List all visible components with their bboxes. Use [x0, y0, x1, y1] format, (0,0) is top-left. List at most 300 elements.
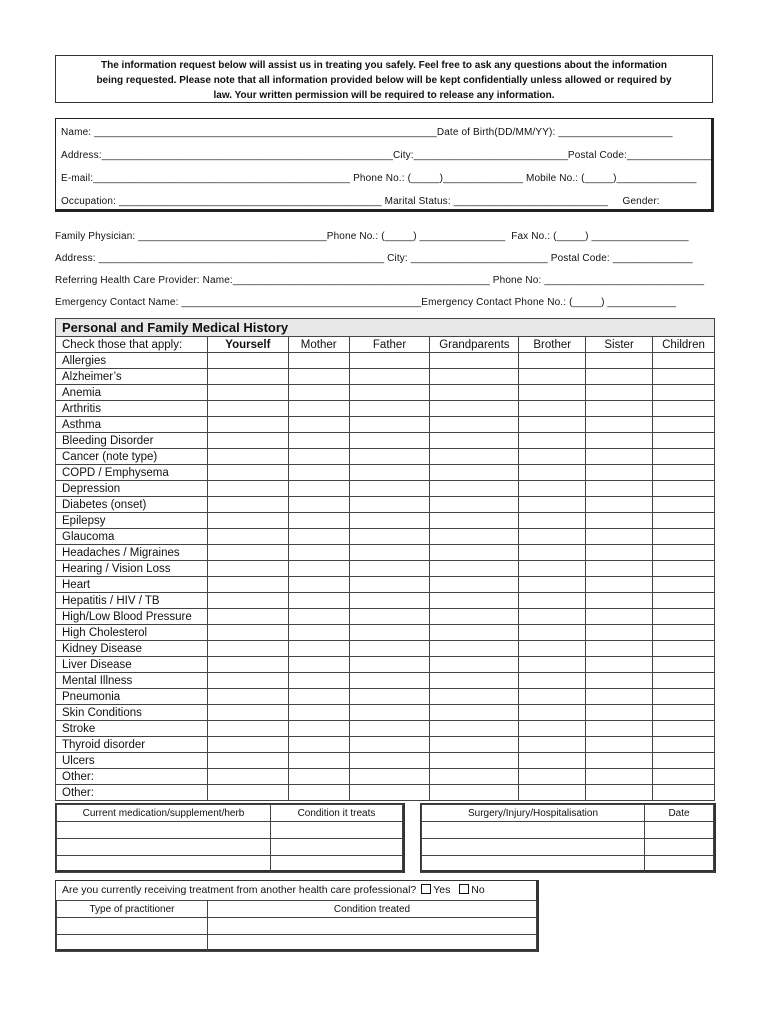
history-checkbox-cell[interactable]	[586, 785, 653, 801]
history-checkbox-cell[interactable]	[653, 497, 715, 513]
history-checkbox-cell[interactable]	[586, 721, 653, 737]
history-checkbox-cell[interactable]	[430, 401, 519, 417]
treatment-table	[56, 901, 537, 952]
condition-label: Thyroid disorder	[56, 737, 208, 753]
history-checkbox-cell[interactable]	[207, 641, 288, 657]
history-checkbox-cell[interactable]	[207, 353, 288, 369]
col-mother: Mother	[288, 337, 349, 353]
history-checkbox-cell[interactable]	[349, 753, 430, 769]
history-checkbox-cell[interactable]	[288, 529, 349, 545]
history-checkbox-cell[interactable]	[519, 545, 586, 561]
history-checkbox-cell[interactable]	[586, 705, 653, 721]
history-checkbox-cell[interactable]	[288, 705, 349, 721]
referring-provider-field[interactable]: Referring Health Care Provider: Name:_____________________________________________ Phone No: ____________________________	[55, 275, 705, 286]
history-checkbox-cell[interactable]	[430, 769, 519, 785]
history-checkbox-cell[interactable]	[430, 481, 519, 497]
history-checkbox-cell[interactable]	[586, 529, 653, 545]
history-checkbox-cell[interactable]	[519, 593, 586, 609]
table-row	[56, 689, 715, 705]
history-checkbox-cell[interactable]	[586, 689, 653, 705]
history-checkbox-cell[interactable]	[653, 529, 715, 545]
table-row	[56, 353, 715, 369]
history-checkbox-cell[interactable]	[653, 593, 715, 609]
history-checkbox-cell[interactable]	[349, 721, 430, 737]
no-checkbox[interactable]	[459, 884, 469, 894]
history-checkbox-cell[interactable]	[653, 577, 715, 593]
history-checkbox-cell[interactable]	[519, 689, 586, 705]
history-checkbox-cell[interactable]	[207, 769, 288, 785]
history-checkbox-cell[interactable]	[349, 353, 430, 369]
history-checkbox-cell[interactable]	[288, 593, 349, 609]
condition-label: Other:	[56, 785, 208, 801]
treatment-question: Are you currently receiving treatment from another health care professional?	[62, 884, 417, 896]
history-checkbox-cell[interactable]	[349, 641, 430, 657]
history-checkbox-cell[interactable]	[519, 721, 586, 737]
history-checkbox-cell[interactable]	[207, 417, 288, 433]
history-checkbox-cell[interactable]	[653, 753, 715, 769]
history-checkbox-cell[interactable]	[207, 673, 288, 689]
condition-label: Asthma	[56, 417, 208, 433]
condition-label: Other:	[56, 769, 208, 785]
history-checkbox-cell[interactable]	[519, 481, 586, 497]
table-row[interactable]	[422, 822, 714, 839]
notice-line-3: law. Your written permission will be required to release any information.	[213, 90, 555, 101]
surgery-box	[420, 803, 716, 873]
check-label: Check those that apply:	[56, 337, 208, 353]
condition-label: Hearing / Vision Loss	[56, 561, 208, 577]
history-checkbox-cell[interactable]	[430, 449, 519, 465]
history-checkbox-cell[interactable]	[519, 737, 586, 753]
history-checkbox-cell[interactable]	[288, 353, 349, 369]
history-checkbox-cell[interactable]	[586, 753, 653, 769]
history-checkbox-cell[interactable]	[207, 705, 288, 721]
history-checkbox-cell[interactable]	[349, 769, 430, 785]
history-checkbox-cell[interactable]	[653, 705, 715, 721]
history-checkbox-cell[interactable]	[349, 609, 430, 625]
medication-box	[55, 803, 405, 873]
history-checkbox-cell[interactable]	[586, 369, 653, 385]
history-checkbox-cell[interactable]	[519, 465, 586, 481]
history-checkbox-cell[interactable]	[653, 737, 715, 753]
history-checkbox-cell[interactable]	[430, 673, 519, 689]
history-checkbox-cell[interactable]	[288, 497, 349, 513]
history-checkbox-cell[interactable]	[586, 545, 653, 561]
date-header: Date	[645, 805, 714, 822]
history-checkbox-cell[interactable]	[349, 689, 430, 705]
table-row	[56, 705, 715, 721]
history-checkbox-cell[interactable]	[586, 465, 653, 481]
history-checkbox-cell[interactable]	[349, 785, 430, 801]
table-row[interactable]	[57, 839, 403, 856]
history-checkbox-cell[interactable]	[519, 417, 586, 433]
condition-label: Skin Conditions	[56, 705, 208, 721]
condition-label: Stroke	[56, 721, 208, 737]
history-checkbox-cell[interactable]	[207, 481, 288, 497]
history-checkbox-cell[interactable]	[349, 449, 430, 465]
history-checkbox-cell[interactable]	[519, 705, 586, 721]
history-checkbox-cell[interactable]	[207, 513, 288, 529]
history-checkbox-cell[interactable]	[288, 641, 349, 657]
history-checkbox-cell[interactable]	[653, 385, 715, 401]
yes-checkbox[interactable]	[421, 884, 431, 894]
table-row[interactable]	[57, 856, 403, 873]
physician-address-field[interactable]: Address: __________________________________________________ City: ________________________ Postal Code: ______________	[55, 253, 693, 264]
col-grandparents: Grandparents	[430, 337, 519, 353]
table-row	[56, 753, 715, 769]
table-row	[56, 625, 715, 641]
table-row[interactable]	[422, 856, 714, 873]
col-children: Children	[653, 337, 715, 353]
history-checkbox-cell[interactable]	[430, 385, 519, 401]
history-checkbox-cell[interactable]	[430, 625, 519, 641]
table-row	[56, 577, 715, 593]
history-checkbox-cell[interactable]	[349, 401, 430, 417]
history-checkbox-cell[interactable]	[586, 737, 653, 753]
medical-history-table	[55, 318, 715, 801]
treatment-box	[55, 880, 539, 952]
condition-label: Liver Disease	[56, 657, 208, 673]
history-checkbox-cell[interactable]	[519, 449, 586, 465]
history-checkbox-cell[interactable]	[586, 673, 653, 689]
table-row	[56, 657, 715, 673]
history-checkbox-cell[interactable]	[207, 497, 288, 513]
history-checkbox-cell[interactable]	[430, 721, 519, 737]
history-checkbox-cell[interactable]	[653, 689, 715, 705]
history-checkbox-cell[interactable]	[207, 545, 288, 561]
history-checkbox-cell[interactable]	[653, 433, 715, 449]
col-sister: Sister	[586, 337, 653, 353]
history-header-row	[56, 337, 715, 353]
history-checkbox-cell[interactable]	[430, 577, 519, 593]
table-row	[56, 769, 715, 785]
condition-label: Heart	[56, 577, 208, 593]
notice-line-1: The information request below will assist us in treating you safely. Feel free to ask any questions about the information	[100, 60, 668, 71]
history-checkbox-cell[interactable]	[207, 609, 288, 625]
history-checkbox-cell[interactable]	[653, 657, 715, 673]
history-checkbox-cell[interactable]	[430, 545, 519, 561]
history-checkbox-cell[interactable]	[586, 433, 653, 449]
history-checkbox-cell[interactable]	[653, 401, 715, 417]
table-row	[56, 593, 715, 609]
history-checkbox-cell[interactable]	[288, 609, 349, 625]
history-checkbox-cell[interactable]	[430, 705, 519, 721]
history-checkbox-cell[interactable]	[207, 785, 288, 801]
history-checkbox-cell[interactable]	[430, 353, 519, 369]
history-checkbox-cell[interactable]	[519, 353, 586, 369]
medication-header: Current medication/supplement/herb	[57, 805, 271, 822]
table-row	[56, 401, 715, 417]
medication-table	[56, 804, 403, 873]
notice-line-2: being requested. Please note that all information provided below will be kept confidentially unless allowed or required by	[96, 75, 672, 86]
history-checkbox-cell[interactable]	[207, 401, 288, 417]
history-checkbox-cell[interactable]	[586, 401, 653, 417]
history-title: Personal and Family Medical History	[56, 319, 715, 337]
history-checkbox-cell[interactable]	[430, 689, 519, 705]
history-checkbox-cell[interactable]	[207, 529, 288, 545]
condition-label: Alzheimer’s	[56, 369, 208, 385]
table-row	[56, 529, 715, 545]
condition-label: Pneumonia	[56, 689, 208, 705]
table-row	[56, 561, 715, 577]
history-checkbox-cell[interactable]	[586, 609, 653, 625]
history-checkbox-cell[interactable]	[653, 673, 715, 689]
history-checkbox-cell[interactable]	[519, 385, 586, 401]
history-checkbox-cell[interactable]	[207, 465, 288, 481]
history-checkbox-cell[interactable]	[653, 481, 715, 497]
history-checkbox-cell[interactable]	[653, 417, 715, 433]
history-checkbox-cell[interactable]	[430, 641, 519, 657]
history-checkbox-cell[interactable]	[430, 529, 519, 545]
no-label: No	[471, 884, 485, 896]
history-checkbox-cell[interactable]	[207, 657, 288, 673]
history-checkbox-cell[interactable]	[288, 433, 349, 449]
treatment-question-row	[56, 881, 536, 901]
practitioner-header: Type of practitioner	[57, 901, 208, 918]
history-checkbox-cell[interactable]	[288, 385, 349, 401]
history-checkbox-cell[interactable]	[586, 417, 653, 433]
history-checkbox-cell[interactable]	[653, 625, 715, 641]
history-checkbox-cell[interactable]	[288, 369, 349, 385]
history-checkbox-cell[interactable]	[519, 673, 586, 689]
history-checkbox-cell[interactable]	[519, 561, 586, 577]
col-father: Father	[349, 337, 430, 353]
history-checkbox-cell[interactable]	[586, 577, 653, 593]
history-checkbox-cell[interactable]	[519, 609, 586, 625]
history-checkbox-cell[interactable]	[586, 449, 653, 465]
table-row	[56, 545, 715, 561]
history-checkbox-cell[interactable]	[430, 497, 519, 513]
condition-treats-header: Condition it treats	[271, 805, 403, 822]
history-checkbox-cell[interactable]	[288, 513, 349, 529]
history-checkbox-cell[interactable]	[207, 385, 288, 401]
history-checkbox-cell[interactable]	[653, 785, 715, 801]
table-row	[56, 417, 715, 433]
history-checkbox-cell[interactable]	[586, 641, 653, 657]
surgery-header: Surgery/Injury/Hospitalisation	[422, 805, 645, 822]
table-row[interactable]	[57, 822, 403, 839]
table-row[interactable]	[57, 918, 537, 935]
history-checkbox-cell[interactable]	[653, 353, 715, 369]
history-checkbox-cell[interactable]	[519, 513, 586, 529]
history-checkbox-cell[interactable]	[349, 625, 430, 641]
history-checkbox-cell[interactable]	[653, 609, 715, 625]
yes-label: Yes	[433, 884, 451, 896]
table-row	[56, 609, 715, 625]
history-checkbox-cell[interactable]	[207, 689, 288, 705]
history-checkbox-cell[interactable]	[207, 577, 288, 593]
history-checkbox-cell[interactable]	[288, 769, 349, 785]
history-checkbox-cell[interactable]	[207, 753, 288, 769]
history-checkbox-cell[interactable]	[586, 513, 653, 529]
history-checkbox-cell[interactable]	[653, 721, 715, 737]
emergency-contact-field[interactable]: Emergency Contact Name: __________________________________________Emergency Contact Phone No.: (_____) ____________	[55, 297, 677, 308]
condition-label: Glaucoma	[56, 529, 208, 545]
surgery-table	[421, 804, 714, 873]
history-checkbox-cell[interactable]	[349, 481, 430, 497]
history-checkbox-cell[interactable]	[519, 753, 586, 769]
history-checkbox-cell[interactable]	[349, 465, 430, 481]
table-row	[56, 465, 715, 481]
condition-label: Cancer (note type)	[56, 449, 208, 465]
family-physician-field[interactable]: Family Physician: _________________________________Phone No.: (_____) _______________ Fax No.: (_____) _________________	[55, 231, 689, 242]
history-checkbox-cell[interactable]	[430, 753, 519, 769]
condition-label: Anemia	[56, 385, 208, 401]
history-checkbox-cell[interactable]	[519, 657, 586, 673]
history-checkbox-cell[interactable]	[519, 769, 586, 785]
history-checkbox-cell[interactable]	[349, 369, 430, 385]
history-checkbox-cell[interactable]	[653, 465, 715, 481]
condition-treated-header: Condition treated	[208, 901, 537, 918]
condition-label: Hepatitis / HIV / TB	[56, 593, 208, 609]
history-checkbox-cell[interactable]	[349, 577, 430, 593]
condition-label: Arthritis	[56, 401, 208, 417]
history-checkbox-cell[interactable]	[288, 721, 349, 737]
address-field[interactable]: Address:___________________________________________________City:___________________________Postal Code:_______________	[61, 150, 713, 161]
history-checkbox-cell[interactable]	[288, 401, 349, 417]
history-checkbox-cell[interactable]	[430, 433, 519, 449]
privacy-notice	[55, 55, 713, 103]
history-checkbox-cell[interactable]	[288, 673, 349, 689]
col-brother: Brother	[519, 337, 586, 353]
history-checkbox-cell[interactable]	[349, 529, 430, 545]
email-phone-field[interactable]: E-mail:_____________________________________________ Phone No.: (_____)______________ Mobile No.: (_____)______________	[61, 173, 697, 184]
history-checkbox-cell[interactable]	[653, 449, 715, 465]
history-checkbox-cell[interactable]	[288, 577, 349, 593]
condition-label: Allergies	[56, 353, 208, 369]
history-checkbox-cell[interactable]	[349, 417, 430, 433]
history-checkbox-cell[interactable]	[519, 529, 586, 545]
history-checkbox-cell[interactable]	[288, 657, 349, 673]
history-checkbox-cell[interactable]	[207, 449, 288, 465]
history-checkbox-cell[interactable]	[586, 625, 653, 641]
history-checkbox-cell[interactable]	[653, 369, 715, 385]
condition-label: Epilepsy	[56, 513, 208, 529]
condition-label: High Cholesterol	[56, 625, 208, 641]
history-checkbox-cell[interactable]	[430, 737, 519, 753]
history-checkbox-cell[interactable]	[207, 721, 288, 737]
condition-label: Bleeding Disorder	[56, 433, 208, 449]
history-checkbox-cell[interactable]	[430, 593, 519, 609]
occupation-field[interactable]: Occupation: ______________________________________________ Marital Status: ___________________________ Gender:	[61, 196, 660, 207]
condition-label: Kidney Disease	[56, 641, 208, 657]
history-checkbox-cell[interactable]	[519, 369, 586, 385]
history-checkbox-cell[interactable]	[430, 417, 519, 433]
condition-label: High/Low Blood Pressure	[56, 609, 208, 625]
history-checkbox-cell[interactable]	[586, 769, 653, 785]
history-checkbox-cell[interactable]	[519, 577, 586, 593]
table-row	[56, 641, 715, 657]
history-checkbox-cell[interactable]	[288, 465, 349, 481]
history-checkbox-cell[interactable]	[586, 593, 653, 609]
history-checkbox-cell[interactable]	[653, 545, 715, 561]
table-row	[56, 673, 715, 689]
history-checkbox-cell[interactable]	[288, 417, 349, 433]
history-checkbox-cell[interactable]	[288, 753, 349, 769]
history-checkbox-cell[interactable]	[288, 481, 349, 497]
history-checkbox-cell[interactable]	[519, 785, 586, 801]
history-checkbox-cell[interactable]	[653, 641, 715, 657]
history-checkbox-cell[interactable]	[519, 433, 586, 449]
history-checkbox-cell[interactable]	[288, 545, 349, 561]
history-checkbox-cell[interactable]	[519, 641, 586, 657]
history-checkbox-cell[interactable]	[288, 689, 349, 705]
history-checkbox-cell[interactable]	[349, 513, 430, 529]
history-checkbox-cell[interactable]	[586, 561, 653, 577]
history-checkbox-cell[interactable]	[430, 369, 519, 385]
table-row[interactable]	[57, 935, 537, 952]
history-checkbox-cell[interactable]	[288, 625, 349, 641]
history-checkbox-cell[interactable]	[349, 433, 430, 449]
history-checkbox-cell[interactable]	[430, 785, 519, 801]
history-checkbox-cell[interactable]	[349, 545, 430, 561]
history-checkbox-cell[interactable]	[349, 561, 430, 577]
history-checkbox-cell[interactable]	[207, 593, 288, 609]
history-checkbox-cell[interactable]	[519, 625, 586, 641]
history-checkbox-cell[interactable]	[288, 785, 349, 801]
history-checkbox-cell[interactable]	[349, 737, 430, 753]
history-checkbox-cell[interactable]	[586, 497, 653, 513]
history-checkbox-cell[interactable]	[207, 561, 288, 577]
table-row	[56, 513, 715, 529]
history-checkbox-cell[interactable]	[349, 657, 430, 673]
history-checkbox-cell[interactable]	[207, 433, 288, 449]
history-checkbox-cell[interactable]	[349, 385, 430, 401]
table-row	[56, 721, 715, 737]
condition-label: COPD / Emphysema	[56, 465, 208, 481]
table-row	[56, 433, 715, 449]
history-checkbox-cell[interactable]	[288, 449, 349, 465]
history-checkbox-cell[interactable]	[430, 465, 519, 481]
history-checkbox-cell[interactable]	[586, 385, 653, 401]
history-checkbox-cell[interactable]	[207, 369, 288, 385]
table-row	[56, 481, 715, 497]
history-checkbox-cell[interactable]	[519, 497, 586, 513]
history-checkbox-cell[interactable]	[207, 737, 288, 753]
history-checkbox-cell[interactable]	[349, 673, 430, 689]
history-checkbox-cell[interactable]	[586, 481, 653, 497]
history-checkbox-cell[interactable]	[430, 513, 519, 529]
history-checkbox-cell[interactable]	[653, 769, 715, 785]
history-checkbox-cell[interactable]	[586, 657, 653, 673]
table-row	[56, 369, 715, 385]
history-checkbox-cell[interactable]	[653, 561, 715, 577]
history-checkbox-cell[interactable]	[586, 353, 653, 369]
history-checkbox-cell[interactable]	[430, 609, 519, 625]
condition-label: Ulcers	[56, 753, 208, 769]
history-checkbox-cell[interactable]	[288, 561, 349, 577]
condition-label: Depression	[56, 481, 208, 497]
history-checkbox-cell[interactable]	[288, 737, 349, 753]
name-dob-field[interactable]: Name: ____________________________________________________________Date of Birth(DD/MM/YY): ____________________	[61, 127, 673, 138]
table-row[interactable]	[422, 839, 714, 856]
history-checkbox-cell[interactable]	[349, 497, 430, 513]
col-yourself: Yourself	[207, 337, 288, 353]
history-checkbox-cell[interactable]	[653, 513, 715, 529]
personal-info-box	[55, 118, 714, 212]
history-checkbox-cell[interactable]	[519, 401, 586, 417]
history-checkbox-cell[interactable]	[430, 657, 519, 673]
table-row	[56, 737, 715, 753]
table-row	[56, 497, 715, 513]
condition-label: Mental Illness	[56, 673, 208, 689]
history-checkbox-cell[interactable]	[207, 625, 288, 641]
history-checkbox-cell[interactable]	[349, 593, 430, 609]
history-checkbox-cell[interactable]	[430, 561, 519, 577]
table-row	[56, 785, 715, 801]
table-row	[56, 385, 715, 401]
history-checkbox-cell[interactable]	[349, 705, 430, 721]
table-row	[56, 449, 715, 465]
